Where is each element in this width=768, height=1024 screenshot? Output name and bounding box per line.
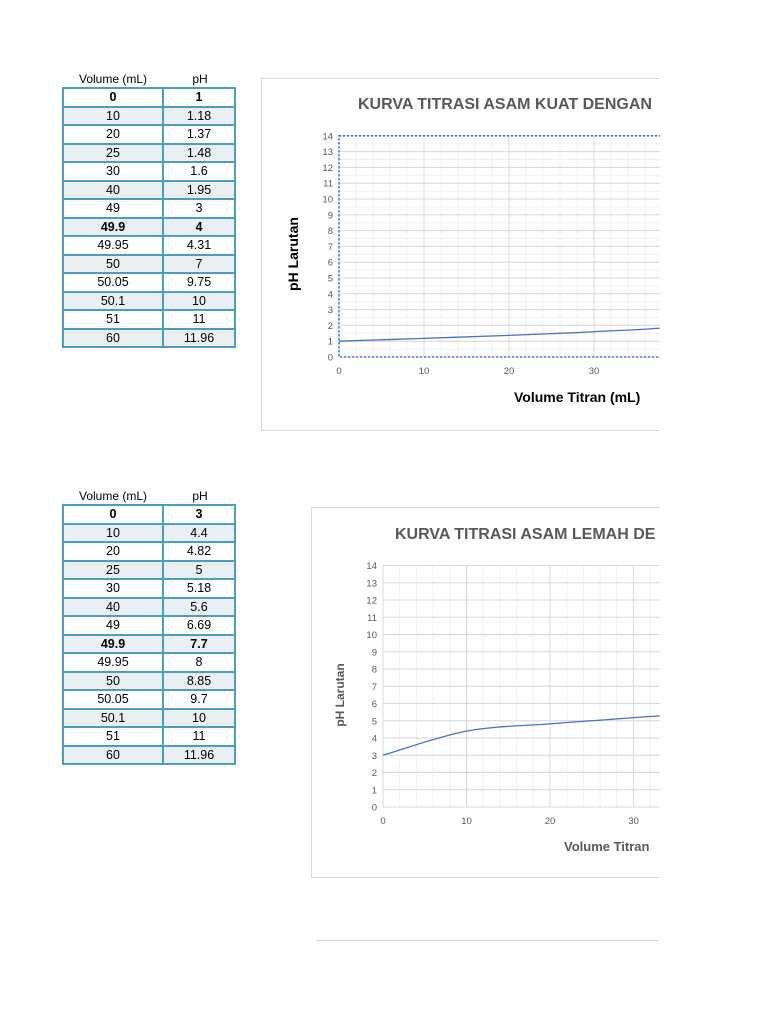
y-tick-label: 3 xyxy=(371,750,377,762)
ph-cell: 1.37 xyxy=(163,125,235,144)
volume-cell: 20 xyxy=(63,542,163,561)
y-tick-label: 1 xyxy=(371,785,377,797)
table-row xyxy=(63,505,235,524)
table-row xyxy=(63,727,235,746)
ph-cell: 5 xyxy=(163,561,235,580)
volume-cell: 49.95 xyxy=(63,236,163,255)
table2 xyxy=(62,504,236,765)
volume-cell: 49 xyxy=(63,199,163,218)
y-tick-label: 5 xyxy=(327,273,333,285)
ph-cell: 8 xyxy=(163,653,235,672)
table-row xyxy=(63,690,235,709)
volume-cell: 0 xyxy=(63,505,163,524)
y-tick-label: 3 xyxy=(327,305,333,317)
ph-cell: 1.18 xyxy=(163,107,235,126)
table2-header-volume: Volume (mL) xyxy=(78,489,148,503)
ph-cell: 4.31 xyxy=(163,236,235,255)
y-tick-label: 8 xyxy=(327,226,333,238)
table-row xyxy=(63,125,235,144)
volume-cell: 10 xyxy=(63,107,163,126)
chart1-ylabel: pH Larutan xyxy=(285,217,301,291)
ph-cell: 1.48 xyxy=(163,144,235,163)
table-row xyxy=(63,746,235,765)
volume-cell: 49.9 xyxy=(63,218,163,237)
ph-cell: 9.75 xyxy=(163,273,235,292)
ph-cell: 3 xyxy=(163,505,235,524)
volume-cell: 50 xyxy=(63,255,163,274)
chart2-ylabel: pH Larutan xyxy=(333,663,347,727)
volume-cell: 51 xyxy=(63,310,163,329)
y-tick-label: 0 xyxy=(371,802,377,814)
y-tick-label: 2 xyxy=(371,768,377,779)
chart2-xlabel: Volume Titran xyxy=(564,839,650,854)
y-tick-label: 11 xyxy=(367,612,377,624)
y-tick-label: 12 xyxy=(322,162,333,174)
table-row xyxy=(63,218,235,237)
volume-cell: 50.1 xyxy=(63,292,163,311)
table-row xyxy=(63,579,235,598)
x-tick-label: 20 xyxy=(544,816,556,827)
table-row xyxy=(63,672,235,691)
volume-cell: 10 xyxy=(63,524,163,543)
table-row xyxy=(63,181,235,200)
table2-header-ph: pH xyxy=(192,489,208,503)
y-tick-label: 13 xyxy=(366,578,377,590)
volume-cell: 30 xyxy=(63,579,163,598)
volume-cell: 40 xyxy=(63,598,163,617)
volume-cell: 51 xyxy=(63,727,163,746)
y-tick-label: 8 xyxy=(371,664,377,676)
chart1-title: KURVA TITRASI ASAM KUAT DENGAN xyxy=(358,96,652,113)
volume-cell: 25 xyxy=(63,561,163,580)
chart2-frame xyxy=(311,507,660,878)
table-row xyxy=(63,709,235,728)
ph-cell: 4.4 xyxy=(163,524,235,543)
chart2-plot xyxy=(312,508,660,877)
ph-cell: 10 xyxy=(163,709,235,728)
y-tick-label: 6 xyxy=(371,699,377,710)
ph-cell: 11.96 xyxy=(163,329,235,348)
series-line xyxy=(383,601,660,756)
y-tick-label: 10 xyxy=(366,630,377,641)
table-row xyxy=(63,255,235,274)
ph-cell: 3 xyxy=(163,199,235,218)
table-row xyxy=(63,561,235,580)
volume-cell: 30 xyxy=(63,162,163,181)
table-row xyxy=(63,653,235,672)
y-tick-label: 12 xyxy=(366,595,377,607)
table-row xyxy=(63,524,235,543)
volume-cell: 50.05 xyxy=(63,690,163,709)
volume-cell: 60 xyxy=(63,746,163,765)
chart1-xlabel: Volume Titran (mL) xyxy=(514,389,641,405)
y-tick-label: 4 xyxy=(327,289,333,301)
x-tick-label: 0 xyxy=(336,366,342,377)
ph-cell: 11 xyxy=(163,727,235,746)
volume-cell: 60 xyxy=(63,329,163,348)
y-tick-label: 9 xyxy=(371,647,377,659)
volume-cell: 20 xyxy=(63,125,163,144)
y-tick-label: 13 xyxy=(322,147,333,159)
ph-cell: 11.96 xyxy=(163,746,235,765)
y-tick-label: 14 xyxy=(322,131,333,143)
volume-cell: 50.1 xyxy=(63,709,163,728)
y-tick-label: 7 xyxy=(371,681,377,693)
y-tick-label: 6 xyxy=(327,257,333,269)
volume-cell: 49.9 xyxy=(63,635,163,654)
table-row xyxy=(63,310,235,329)
table1-header-ph: pH xyxy=(192,72,208,86)
x-tick-label: 10 xyxy=(418,366,430,377)
ph-cell: 6.69 xyxy=(163,616,235,635)
ph-cell: 5.18 xyxy=(163,579,235,598)
x-tick-label: 30 xyxy=(628,816,639,827)
table-row xyxy=(63,635,235,654)
ph-cell: 7 xyxy=(163,255,235,274)
chart1-plot xyxy=(262,79,660,430)
ph-cell: 8.85 xyxy=(163,672,235,691)
ph-cell: 4 xyxy=(163,218,235,237)
y-tick-label: 11 xyxy=(323,178,333,190)
chart2-title: KURVA TITRASI ASAM LEMAH DE xyxy=(395,526,656,543)
y-tick-label: 9 xyxy=(327,210,333,222)
volume-cell: 25 xyxy=(63,144,163,163)
volume-cell: 0 xyxy=(63,88,163,107)
ph-cell: 11 xyxy=(163,310,235,329)
ph-cell: 7.7 xyxy=(163,635,235,654)
table-row xyxy=(63,292,235,311)
chart1-frame xyxy=(261,78,660,431)
ph-cell: 4.82 xyxy=(163,542,235,561)
volume-cell: 40 xyxy=(63,181,163,200)
table-row xyxy=(63,199,235,218)
x-tick-label: 10 xyxy=(461,816,472,827)
ph-cell: 10 xyxy=(163,292,235,311)
ph-cell: 1.6 xyxy=(163,162,235,181)
table-row xyxy=(63,236,235,255)
divider-line xyxy=(316,940,659,941)
y-tick-label: 0 xyxy=(327,352,333,364)
table-row xyxy=(63,542,235,561)
table-row xyxy=(63,273,235,292)
x-tick-label: 20 xyxy=(503,366,515,377)
x-tick-label: 0 xyxy=(380,816,386,827)
ph-cell: 9.7 xyxy=(163,690,235,709)
volume-cell: 49.95 xyxy=(63,653,163,672)
ph-cell: 5.6 xyxy=(163,598,235,617)
table-row xyxy=(63,107,235,126)
table-row xyxy=(63,162,235,181)
table-row xyxy=(63,598,235,617)
x-tick-label: 30 xyxy=(588,366,600,377)
y-tick-label: 10 xyxy=(322,194,333,206)
table-row xyxy=(63,144,235,163)
volume-cell: 50.05 xyxy=(63,273,163,292)
y-tick-label: 2 xyxy=(327,320,333,332)
table-row xyxy=(63,88,235,107)
table-row xyxy=(63,329,235,348)
volume-cell: 50 xyxy=(63,672,163,691)
ph-cell: 1 xyxy=(163,88,235,107)
table-row xyxy=(63,616,235,635)
volume-cell: 49 xyxy=(63,616,163,635)
table1-header-volume: Volume (mL) xyxy=(78,72,148,86)
y-tick-label: 7 xyxy=(327,241,333,253)
ph-cell: 1.95 xyxy=(163,181,235,200)
y-tick-label: 1 xyxy=(327,336,333,348)
y-tick-label: 4 xyxy=(371,733,377,745)
table1 xyxy=(62,87,236,348)
y-tick-label: 14 xyxy=(366,561,377,572)
y-tick-label: 5 xyxy=(371,716,377,728)
